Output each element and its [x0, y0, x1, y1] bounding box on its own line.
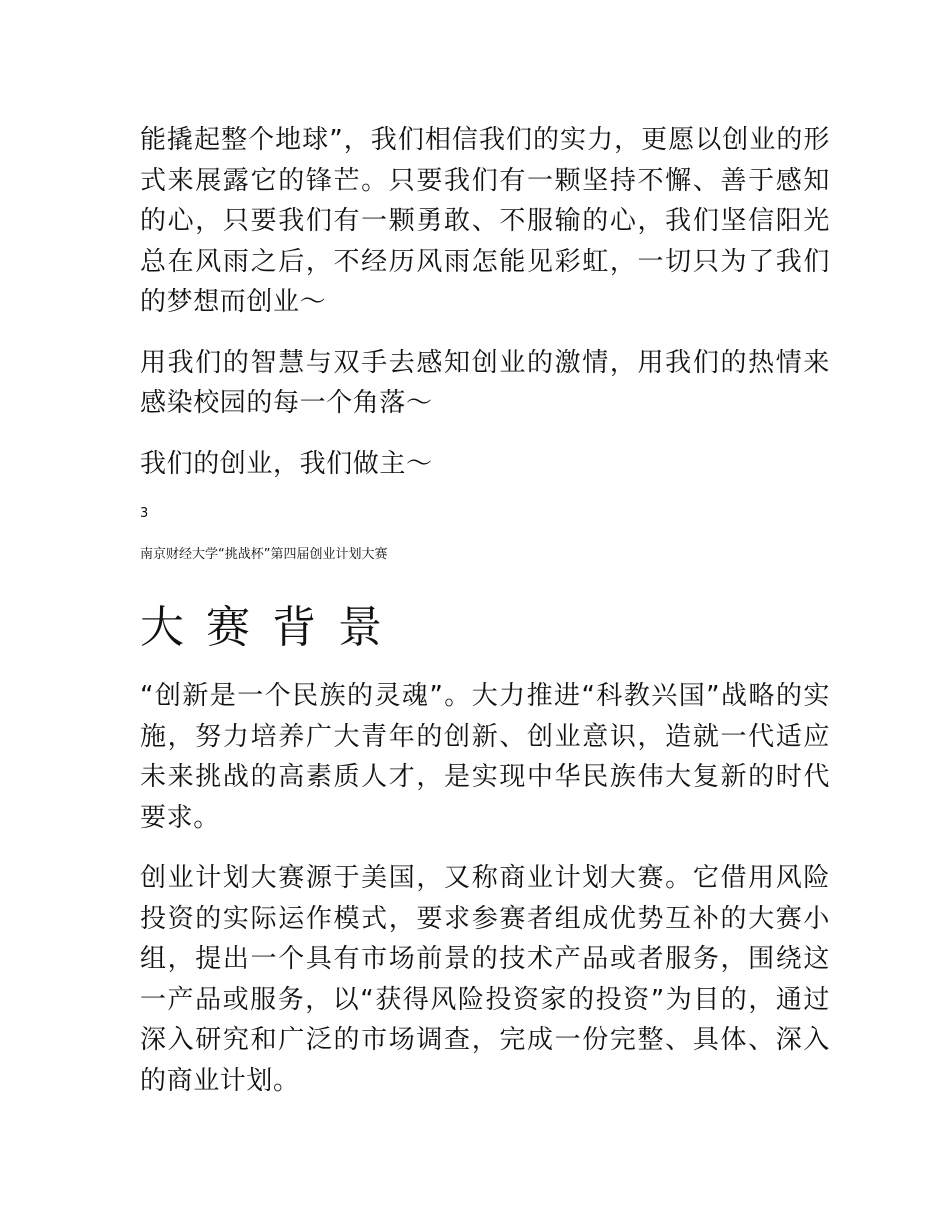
paragraph: 能撬起整个地球”，我们相信我们的实力，更愿以创业的形式来展露它的锋芒。只要我们有一颗坚持不懈、善于感知的心，只要我们有一颗勇敢、不服输的心，我们坚信阳光总在风雨之后，不经历风雨怎能见彩虹，一切只为了我们的梦想而创业～ [140, 125, 830, 317]
section-body [140, 676, 830, 1101]
paragraph: “创新是一个民族的灵魂”。大力推进“科教兴国”战略的实施，努力培养广大青年的创新、创业意识，造就一代适应未来挑战的高素质人才，是实现中华民族伟大复新的时代要求。 [140, 681, 830, 833]
paragraph: 我们的创业，我们做主～ [140, 448, 433, 479]
page-number: 3 [140, 506, 149, 521]
paragraph: 创业计划大赛源于美国，又称商业计划大赛。它借用风险投资的实际运作模式，要求参赛者组成优势互补的大赛小组，提出一个具有市场前景的技术产品或者服务，围绕这一产品或服务，以“获得风险投资家的投资”为目的，通过深入研究和广泛的市场调查，完成一份完整、具体、深入的商业计划。 [140, 863, 830, 1096]
section-heading: 大赛背景 [140, 602, 404, 653]
top-text-block [140, 120, 830, 484]
running-header: 南京财经大学“挑战杯”第四届创业计划大赛 [140, 547, 388, 562]
paragraph: 用我们的智慧与双手去感知创业的激情，用我们的热情来感染校园的每一个角落～ [140, 347, 830, 418]
